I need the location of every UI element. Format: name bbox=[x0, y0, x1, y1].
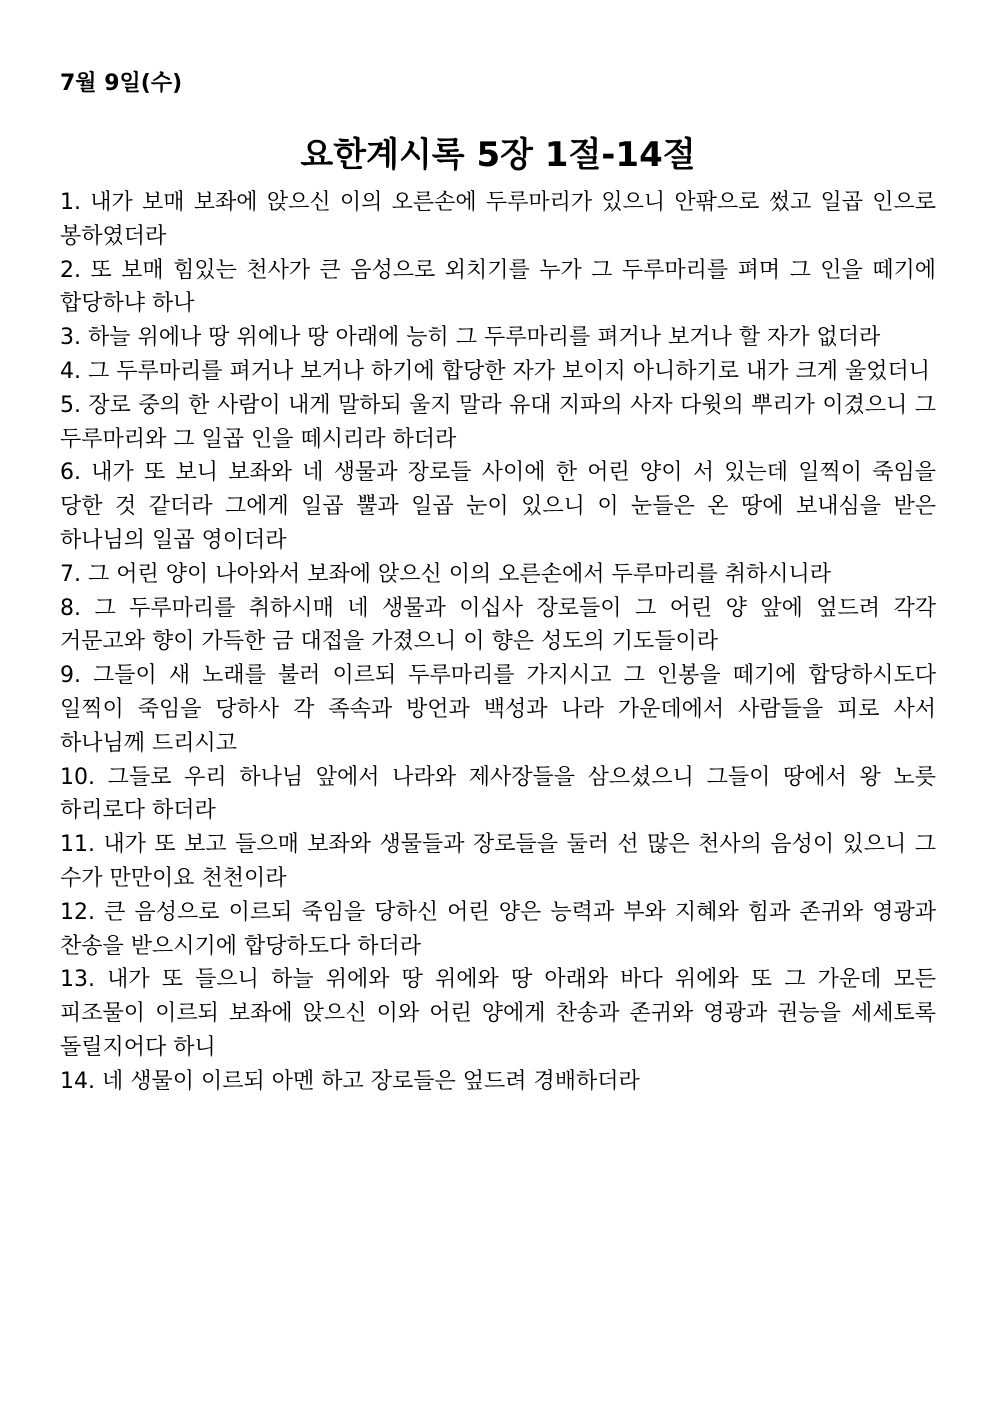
verse-7: 7. 그 어린 양이 나아와서 보좌에 앉으신 이의 오른손에서 두루마리를 취하시니라 bbox=[60, 561, 831, 587]
verse-8: 8. 그 두루마리를 취하시매 네 생물과 이십사 장로들이 그 어린 양 앞에 엎드려 각각 거문고와 향이 가득한 금 대접을 가졌으니 이 향은 성도의 기도들이라 bbox=[60, 595, 936, 655]
verse-1: 1. 내가 보매 보좌에 앉으신 이의 오른손에 두루마리가 있으니 안팎으로 썼고 일곱 인으로 봉하였더라 bbox=[60, 190, 936, 249]
document-page bbox=[60, 66, 936, 1099]
verse-4: 4. 그 두루마리를 펴거나 보거나 하기에 합당한 자가 보이지 아니하기로 내가 크게 울었더니 bbox=[60, 358, 930, 384]
verse-14: 14. 네 생물이 이르되 아멘 하고 장로들은 엎드려 경배하더라 bbox=[60, 1068, 640, 1094]
verse-2: 2. 또 보매 힘있는 천사가 큰 음성으로 외치기를 누가 그 두루마리를 펴며 그 인을 떼기에 합당하냐 하나 bbox=[60, 257, 936, 317]
verse-10: 10. 그들로 우리 하나님 앞에서 나라와 제사장들을 삼으셨으니 그들이 땅에서 왕 노릇 하리로다 하더라 bbox=[60, 764, 936, 824]
verse-6: 6. 내가 또 보니 보좌와 네 생물과 장로들 사이에 한 어린 양이 서 있는데 일찍이 죽임을 당한 것 같더라 그에게 일곱 뿔과 일곱 눈이 있으니 이 눈들은 온 땅에 보내심을 받은 하나님의 일곱 영이더라 bbox=[60, 460, 936, 553]
verse-11: 11. 내가 또 보고 들으매 보좌와 생물들과 장로들을 둘러 선 많은 천사의 음성이 있으니 그 수가 만만이요 천천이라 bbox=[60, 832, 936, 891]
verse-9: 9. 그들이 새 노래를 불러 이르되 두루마리를 가지시고 그 인봉을 떼기에 합당하시도다 일찍이 죽임을 당하사 각 족속과 방언과 백성과 나라 가운데에서 사람들을 피로 사서 하나님께 드리시고 bbox=[60, 663, 936, 756]
verse-12: 12. 큰 음성으로 이르되 죽임을 당하신 어린 양은 능력과 부와 지혜와 힘과 존귀와 영광과 찬송을 받으시기에 합당하도다 하더라 bbox=[60, 899, 936, 959]
verse-3: 3. 하늘 위에나 땅 위에나 땅 아래에 능히 그 두루마리를 펴거나 보거나 할 자가 없더라 bbox=[60, 325, 881, 351]
verse-list bbox=[60, 186, 936, 1099]
verse-5: 5. 장로 중의 한 사람이 내게 말하되 울지 말라 유대 지파의 사자 다윗의 뿌리가 이겼으니 그 두루마리와 그 일곱 인을 떼시리라 하더라 bbox=[60, 392, 936, 452]
page-title: 요한계시록 5장 1절-14절 bbox=[300, 135, 696, 175]
date-label: 7월 9일(수) bbox=[60, 71, 183, 96]
verse-13: 13. 내가 또 들으니 하늘 위에와 땅 위에와 땅 아래와 바다 위에와 또 그 가운데 모든 피조물이 이르되 보좌에 앉으신 이와 어린 양에게 찬송과 존귀와 영광과 권능을 세세토록 돌릴지어다 하니 bbox=[60, 967, 936, 1060]
